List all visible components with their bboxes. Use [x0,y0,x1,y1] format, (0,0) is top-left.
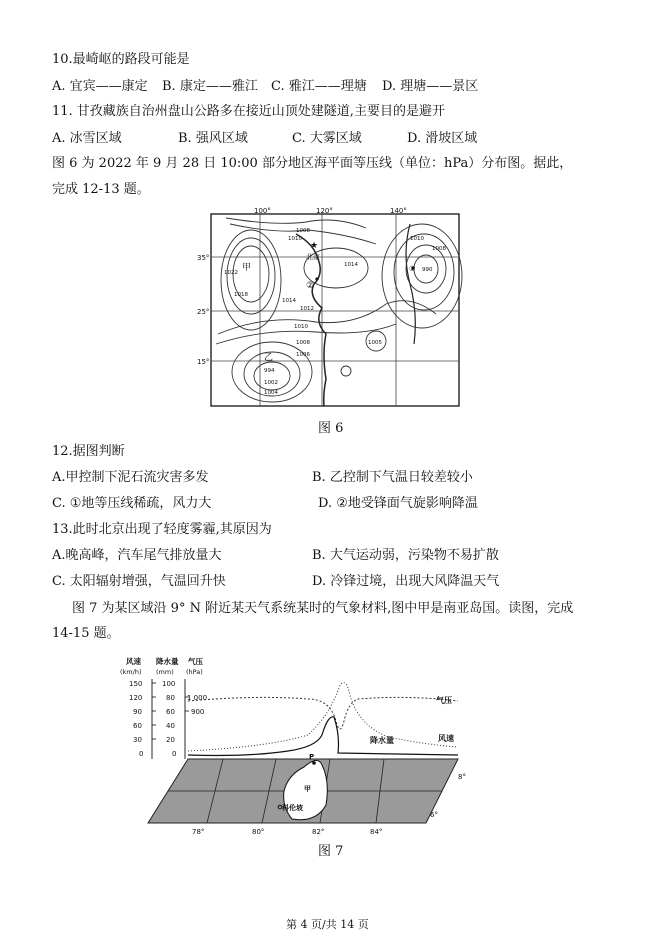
lon-label-80: 80° [252,828,265,836]
rain-tick: 100 [162,680,176,688]
rain-tick: 40 [166,722,175,730]
fig6-intro-line2: 完成 12-13 题。 [52,182,150,197]
q11-option-b: B. 强风区域 [178,131,248,146]
series-label-rain: 降水量 [370,736,394,745]
page-footer: 第 4 页/共 14 页 [286,918,369,931]
q12-option-b: B. 乙控制下气温日较差较小 [312,470,473,485]
wind-tick: 30 [133,736,142,744]
rain-tick: 80 [166,694,175,702]
wind-tick: 150 [129,680,143,688]
wind-tick: 120 [129,694,143,702]
lon-label-78: 78° [192,828,205,836]
lat-label-35: 35° [197,254,210,262]
wind-tick: 60 [133,722,142,730]
isobar-map [196,204,466,410]
q11-option-d: D. 滑坡区域 [407,131,478,146]
wind-curve [188,683,458,751]
axis-title-pressure: 气压 [188,657,203,666]
isobar-label: 1008 [296,340,310,346]
q11-stem: 11. 甘孜藏族自治州盘山公路多在接近山顶处建隧道,主要目的是避开 [52,104,445,119]
city-colombo: 科伦坡 [282,804,303,812]
isobar-label: 1008 [296,228,310,234]
rain-tick: 20 [166,736,175,744]
fig7-intro-line1: 图 7 为某区域沿 9° N 附近某天气系统某时的气象材料,图中甲是南亚岛国。读图，完成 [72,601,574,616]
place-p: P [309,753,315,761]
wind-tick: 90 [133,708,142,716]
lat-label-15: 15° [197,358,210,366]
q11-option-a: A. 冰雪区域 [52,131,122,146]
fig7-intro-line2: 14-15 题。 [52,626,120,641]
weather-profile-figure [108,655,476,837]
isobar-label: 1008 [432,246,446,252]
rain-curve [188,717,458,756]
axis-title-rain: 降水量 [156,657,179,666]
q12-option-d: D. ②地受锋面气旋影响降温 [318,496,478,511]
lon-label-120: 120° [316,207,333,215]
fig6-caption: 图 6 [318,421,344,436]
place-jia: 甲 [304,785,311,793]
isobar-label: 1010 [294,324,308,330]
q11-option-c: C. 大雾区域 [292,131,362,146]
lat-label-25: 25° [197,308,210,316]
place-yi: 乙 [264,353,274,363]
lat-label-6: 6° [430,811,438,819]
star-icon: ★ [310,241,319,251]
isobar-label: 1022 [224,270,238,276]
fig7-caption: 图 7 [318,844,344,859]
isobar-label: 1004 [264,390,278,396]
city-beijing: 北京 [306,253,320,261]
rain-tick: 0 [172,750,177,758]
axis-unit-wind: (km/h) [120,668,142,676]
q12-option-a: A.甲控制下泥石流灾害多发 [52,470,209,485]
q10-option-d: D. 理塘——景区 [382,79,479,94]
q10-option-a: A. 宜宾——康定 [52,79,148,94]
q10-option-c: C. 雅江——理塘 [271,79,367,94]
q10-option-b: B. 康定——雅江 [162,79,258,94]
isobar-label: 994 [264,368,275,374]
series-label-pressure: 气压 [436,696,452,705]
pressure-curve [188,697,458,729]
isobar-label: 1018 [234,292,248,298]
axis-title-wind: 风速 [126,657,141,666]
wind-tick: 0 [139,750,144,758]
rain-tick: 60 [166,708,175,716]
isobar-label: 1012 [300,306,314,312]
axis-unit-pressure: (hPa) [186,668,203,676]
q13-stem: 13.此时北京出现了轻度雾霾,其原因为 [52,522,272,537]
isobar-label: 1010 [410,236,424,242]
lon-label-140: 140° [390,207,407,215]
series-label-wind: 风速 [438,734,454,743]
q13-option-b: B. 大气运动弱，污染物不易扩散 [312,548,499,563]
q10-stem: 10.最崎岖的路段可能是 [52,52,190,67]
fig6-intro-line1: 图 6 为 2022 年 9 月 28 日 10:00 部分地区海平面等压线（单位：hPa）分布图。据此， [52,156,573,171]
place-jia: 甲 [242,263,252,273]
isobar-label: 1005 [368,340,382,346]
isobar-label: 990 [422,267,433,273]
mark-1: ① [409,265,416,273]
lat-label-8: 8° [458,773,466,781]
isobar-label: 1006 [296,352,310,358]
isobar-label: 1014 [282,298,296,304]
axis-unit-rain: (mm) [156,668,174,676]
pressure-tick: 900 [191,708,205,716]
q13-option-c: C. 太阳辐射增强，气温回升快 [52,574,226,589]
q13-option-a: A.晚高峰，汽车尾气排放量大 [52,548,222,563]
mark-2: ② [306,281,315,291]
lon-label-100: 100° [254,207,271,215]
lon-label-84: 84° [370,828,383,836]
pressure-tick: 1 000 [187,694,208,702]
q12-stem: 12.据图判断 [52,444,125,459]
isobar-label: 1002 [264,380,278,386]
isobar-label: 1010 [288,236,302,242]
isobar-label: 1014 [344,262,358,268]
q12-option-c: C. ①地等压线稀疏，风力大 [52,496,212,511]
lon-label-82: 82° [312,828,325,836]
q13-option-d: D. 冷锋过境，出现大风降温天气 [312,574,500,589]
